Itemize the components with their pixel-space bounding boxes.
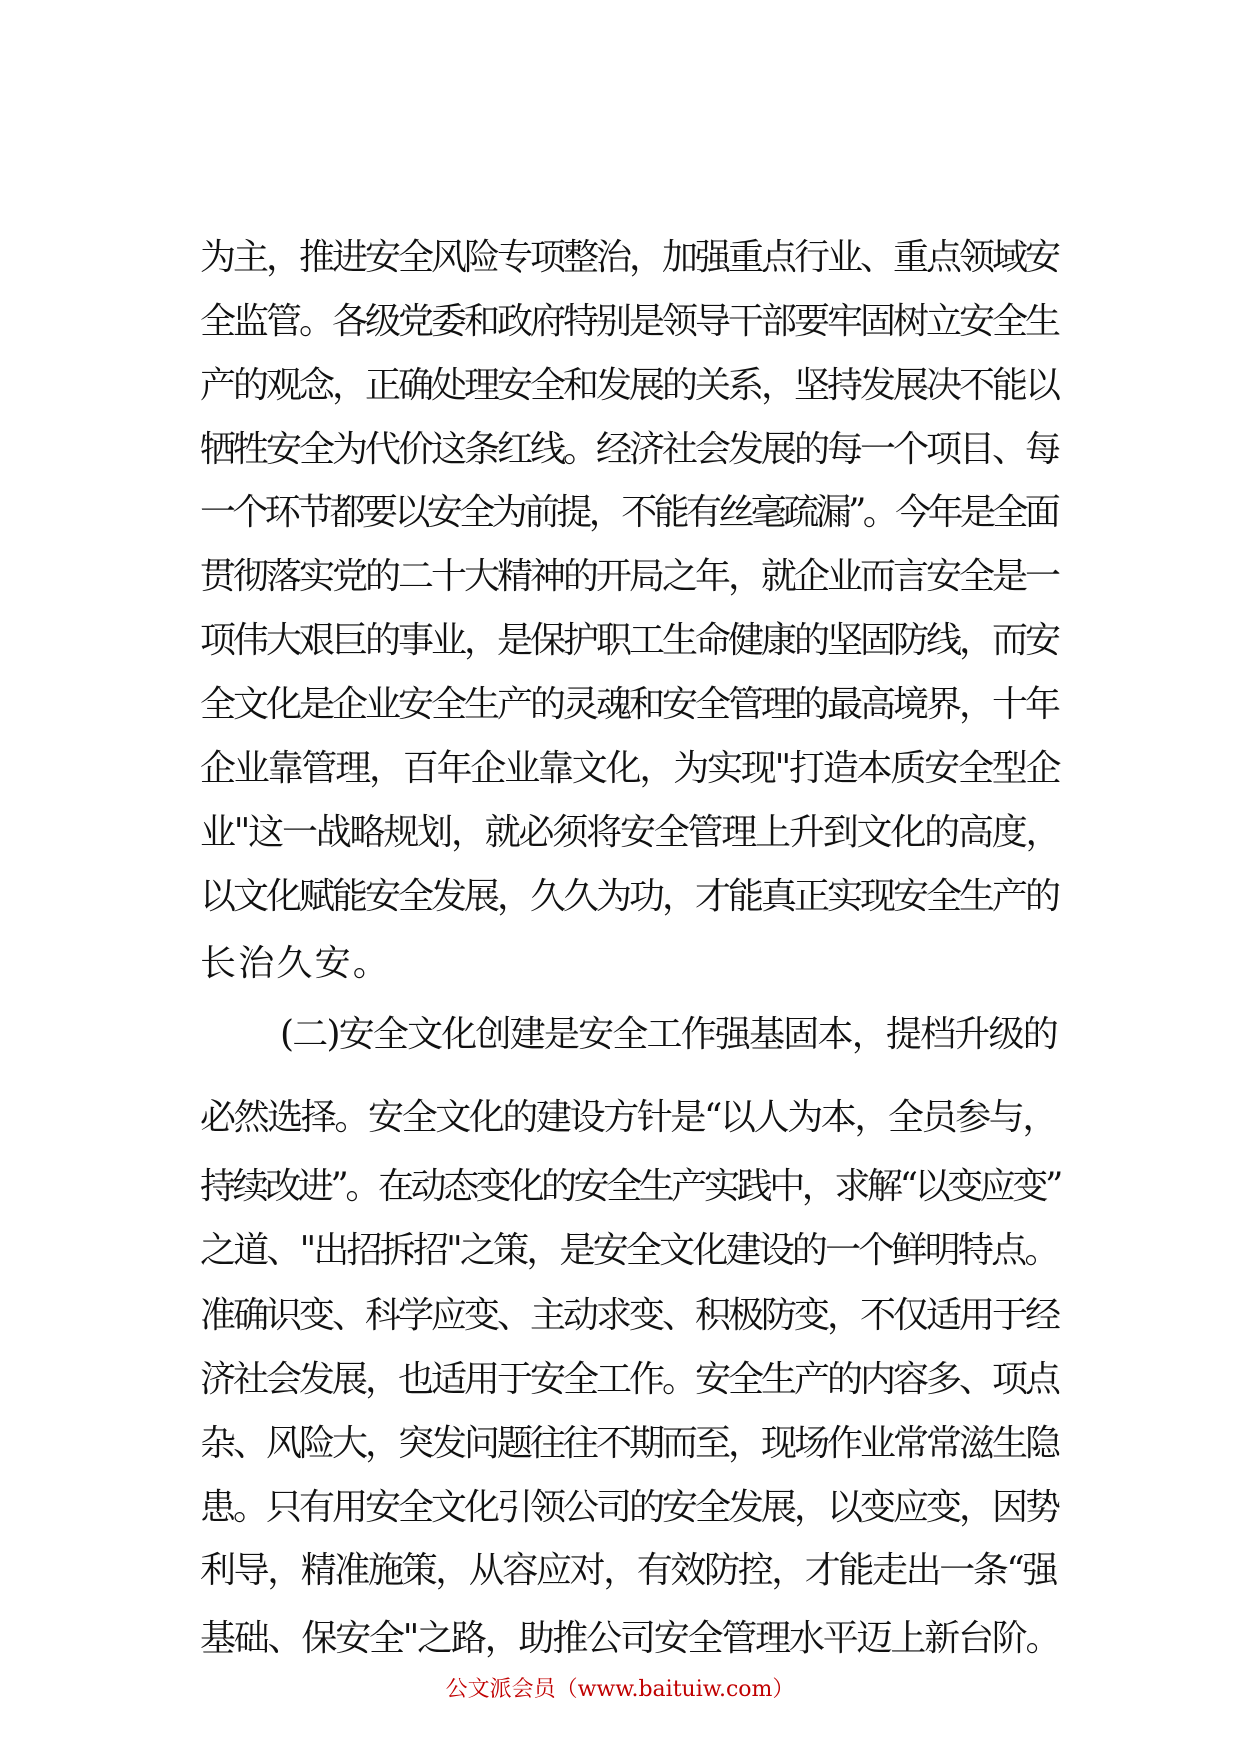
text-line: 患。只有用安全文化引领公司的安全发展，以变应变，因势 bbox=[200, 1487, 1059, 1528]
text-line: 之道、"出招拆招"之策，是安全文化建设的一个鲜明特点。 bbox=[200, 1230, 1058, 1271]
text-line: 企业靠管理，百年企业靠文化，为实现"打造本质安全型企 bbox=[200, 748, 1060, 789]
text-line: 产的观念，正确处理安全和发展的关系，坚持发展决不能以 bbox=[200, 365, 1059, 406]
text-line: 为主，推进安全风险专项整治，加强重点行业、重点领域安 bbox=[200, 237, 1059, 278]
text-line: 全监管。各级党委和政府特别是领导干部要牢固树立安全生 bbox=[200, 301, 1059, 342]
text-line: 利导，精准施策，从容应对，有效防控，才能走出一条“强 bbox=[200, 1550, 1057, 1591]
text-line: 以文化赋能安全发展，久久为功，才能真正实现安全生产的 bbox=[200, 876, 1059, 917]
text-line: 济社会发展，也适用于安全工作。安全生产的内容多、项点 bbox=[200, 1359, 1059, 1400]
text-line: 持续改进”。在动态变化的安全生产实践中，求解“以变应变” bbox=[200, 1166, 1061, 1207]
text-line: 项伟大艰巨的事业，是保护职工生命健康的坚固防线，而安 bbox=[200, 620, 1059, 661]
section-heading: (二)安全文化创建是安全工作强基固本，提档升级的 bbox=[280, 1014, 1057, 1055]
text-line: 全文化是企业安全生产的灵魂和安全管理的最高境界，十年 bbox=[200, 684, 1059, 725]
text-line: 基础、保安全"之路，助推公司安全管理水平迈上新台阶。 bbox=[200, 1618, 1060, 1659]
text-line: 一个环节都要以安全为前提，不能有丝毫疏漏”。今年是全面 bbox=[200, 492, 1058, 533]
footer-watermark: 公文派会员（www.baituiw.com） bbox=[445, 1677, 795, 1702]
text-line: 贯彻落实党的二十大精神的开局之年，就企业而言安全是一 bbox=[200, 556, 1059, 597]
text-line: 准确识变、科学应变、主动求变、积极防变，不仅适用于经 bbox=[200, 1295, 1059, 1336]
text-line: 杂、风险大，突发问题往往不期而至，现场作业常常滋生隐 bbox=[200, 1423, 1059, 1464]
text-line: 牺牲安全为代价这条红线。经济社会发展的每一个项目、每 bbox=[200, 429, 1059, 470]
text-line: 业"这一战略规划，就必须将安全管理上升到文化的高度， bbox=[200, 812, 1060, 853]
text-line: 长治久安。 bbox=[200, 943, 392, 984]
text-line: 必然选择。安全文化的建设方针是“以人为本，全员参与， bbox=[200, 1097, 1057, 1138]
